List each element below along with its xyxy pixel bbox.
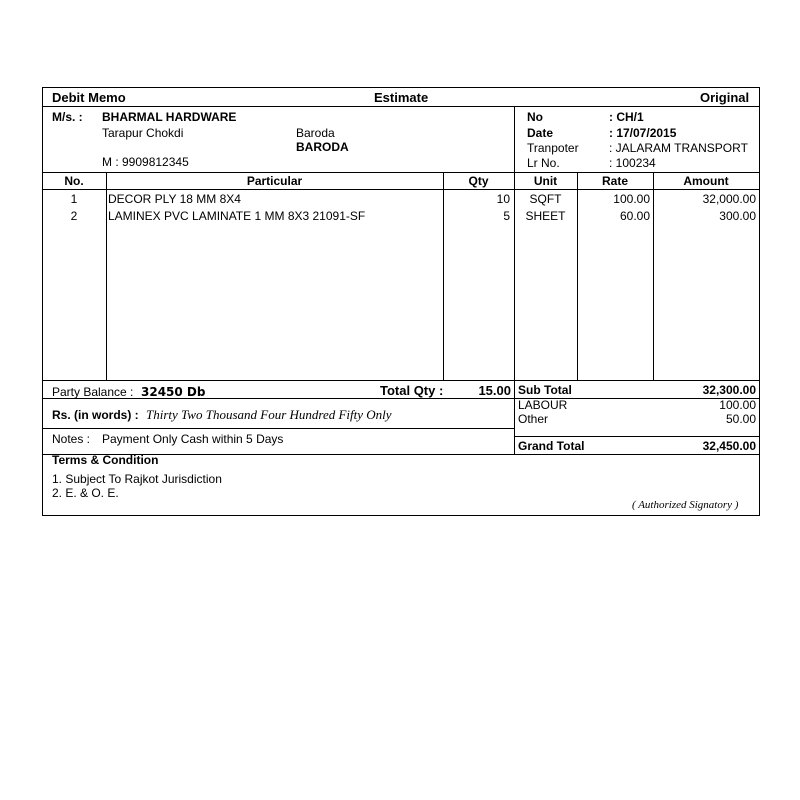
ms-label: M/s. : (52, 110, 83, 124)
terms-heading: Terms & Condition (52, 453, 159, 467)
party-name: BHARMAL HARDWARE (102, 110, 237, 124)
party-address: Tarapur Chokdi (102, 126, 184, 140)
memo-type: Debit Memo (52, 90, 126, 105)
other-label: Other (518, 412, 549, 426)
party-mobile: M : 9909812345 (102, 155, 189, 169)
authorized-signatory: ( Authorized Signatory ) (632, 499, 739, 511)
row-unit: SQFT (529, 192, 562, 206)
row-particular: LAMINEX PVC LAMINATE 1 MM 8X3 21091-SF (108, 209, 366, 223)
labour-label: LABOUR (518, 398, 568, 412)
header-no: No. (64, 174, 84, 188)
row-no: 1 (70, 192, 78, 206)
notes-label: Notes : (52, 432, 91, 446)
row-unit: SHEET (525, 209, 566, 223)
grand-total-value: 32,450.00 (702, 439, 756, 453)
header-rate: Rate (601, 174, 628, 188)
row-no: 2 (70, 209, 78, 223)
date-label: Date (527, 126, 554, 140)
notes-value: Payment Only Cash within 5 Days (102, 432, 284, 446)
party-city-bold: BARODA (296, 140, 349, 154)
other-value: 50.00 (725, 412, 756, 426)
header-particular: Particular (246, 174, 303, 188)
transporter-label: Tranpoter (527, 141, 579, 155)
row-particular: DECOR PLY 18 MM 8X4 (108, 192, 241, 206)
sub-total-value: 32,300.00 (702, 383, 756, 397)
no-value: : CH/1 (609, 110, 644, 124)
words-label: Rs. (in words) : (52, 408, 139, 422)
grand-total-label: Grand Total (518, 439, 585, 453)
sub-total-label: Sub Total (518, 383, 572, 397)
labour-value: 100.00 (719, 398, 756, 412)
lr-label: Lr No. (527, 156, 560, 170)
row-rate: 60.00 (619, 209, 650, 223)
header-unit: Unit (533, 174, 558, 188)
row-amount: 32,000.00 (702, 192, 756, 206)
terms-item: 2. E. & O. E. (52, 486, 119, 500)
total-qty-value: 15.00 (478, 383, 511, 398)
terms-item: 1. Subject To Rajkot Jurisdiction (52, 472, 222, 486)
lr-value: : 100234 (609, 156, 656, 170)
memo-copy: Original (700, 90, 750, 105)
no-label: No (527, 110, 543, 124)
row-qty: 10 (496, 192, 510, 206)
header-qty: Qty (468, 174, 489, 188)
header-amount: Amount (683, 174, 729, 188)
amount-in-words: Thirty Two Thousand Four Hundred Fifty Only (146, 407, 392, 422)
party-balance-label: Party Balance : (52, 385, 134, 399)
party-city: Baroda (296, 126, 335, 140)
party-balance-value: 32450 Db (141, 385, 206, 399)
total-qty-label: Total Qty : (380, 383, 444, 398)
date-value: : 17/07/2015 (609, 126, 677, 140)
memo-title: Estimate (374, 90, 429, 105)
row-rate: 100.00 (613, 192, 650, 206)
row-qty: 5 (503, 209, 510, 223)
row-amount: 300.00 (719, 209, 756, 223)
transporter-value: : JALARAM TRANSPORT (609, 141, 748, 155)
